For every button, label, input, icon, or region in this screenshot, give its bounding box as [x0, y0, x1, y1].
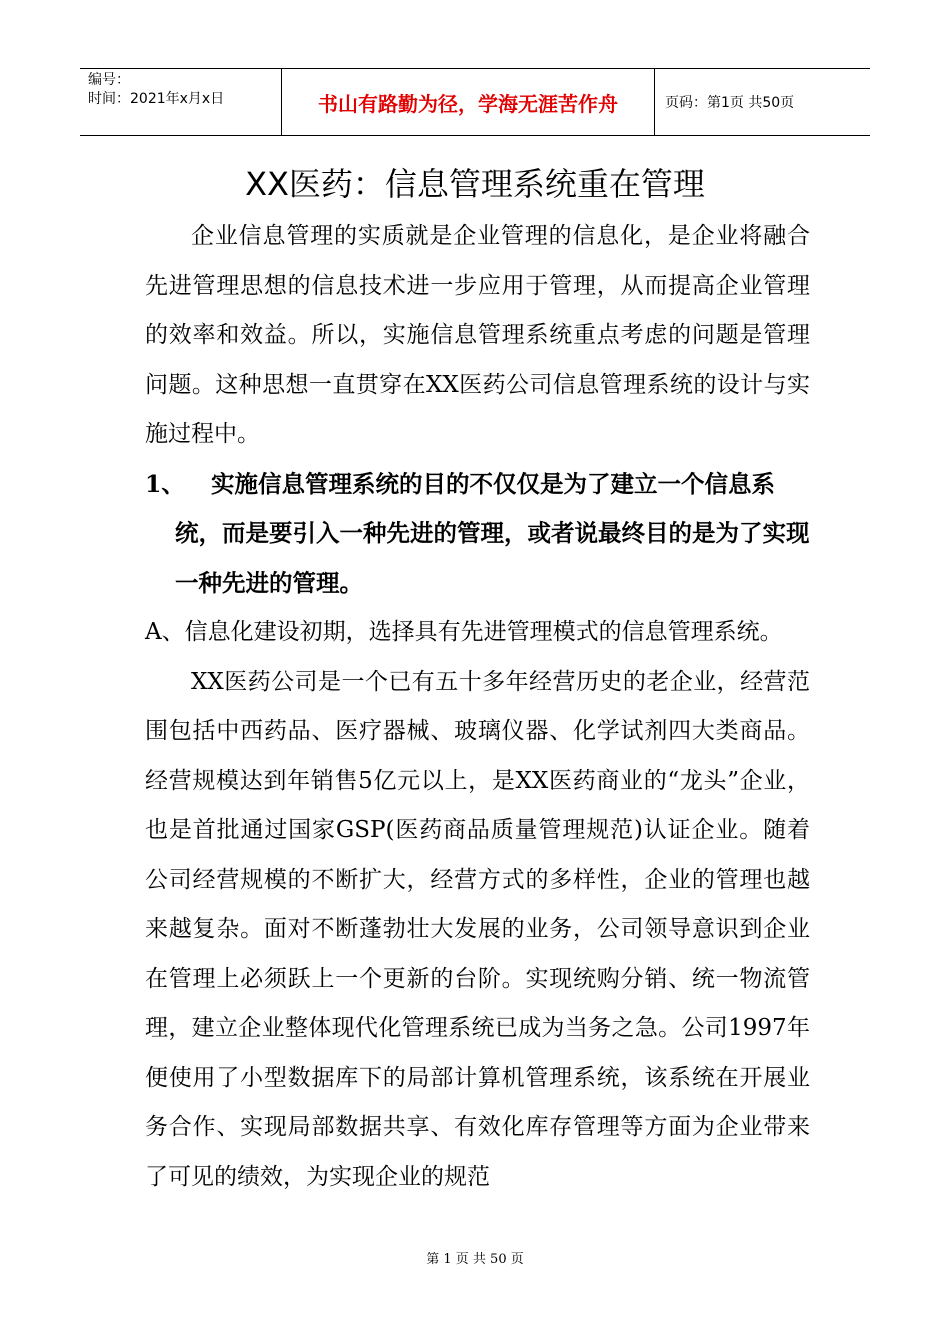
- header-table: [80, 68, 870, 136]
- document-body: [145, 212, 810, 1202]
- document-title: XX医药：信息管理系统重在管理: [245, 165, 705, 203]
- number-label: 编号：: [88, 72, 130, 88]
- motto: 书山有路勤为径，学海无涯苦作舟: [282, 69, 655, 135]
- page-info: 页码：第1页 共50页: [665, 95, 795, 111]
- header-left-cell: [80, 69, 282, 135]
- subsection-a-heading: A、信息化建设初期，选择具有先进管理模式的信息管理系统。: [145, 619, 783, 645]
- body-paragraph: XX医药公司是一个已有五十多年经营历史的老企业，经营范围包括中西药品、医疗器械、玻璃仪器、化学试剂四大类商品。经营规模达到年销售5亿元以上，是XX医药商业的“龙头”企业，也是首批通过国家GSP(医药商品质量管理规范)认证企业。随着公司经营规模的不断扩大，经营方式的多样性，企业的管理也越来越复杂。面对不断蓬勃壮大发展的业务，公司领导意识到企业在管理上必须跃上一个更新的台阶。实现统购分销、统一物流管理，建立企业整体现代化管理系统已成为当务之急。公司1997年便使用了小型数据库下的局部计算机管理系统，该系统在开展业务合作、实现局部数据共享、有效化库存管理等方面为企业带来了可见的绩效，为实现企业的规范: [145, 668, 810, 1190]
- intro-paragraph: 企业信息管理的实质就是企业管理的信息化，是企业将融合先进管理思想的信息技术进一步应用于管理，从而提高企业管理的效率和效益。所以，实施信息管理系统重点考虑的问题是管理问题。这种思想一直贯穿在XX医药公司信息管理系统的设计与实施过程中。: [145, 223, 810, 447]
- section-1-text: 实施信息管理系统的目的不仅仅是为了建立一个信息系统，而是要引入一种先进的管理，或者说最终目的是为了实现一种先进的管理。: [175, 469, 810, 597]
- date-label: 时间：2021年x月x日: [88, 91, 225, 107]
- page-footer: 第 1 页 共 50 页: [426, 1252, 524, 1267]
- section-1-heading: [145, 460, 810, 609]
- section-1-number: 1、: [145, 469, 185, 498]
